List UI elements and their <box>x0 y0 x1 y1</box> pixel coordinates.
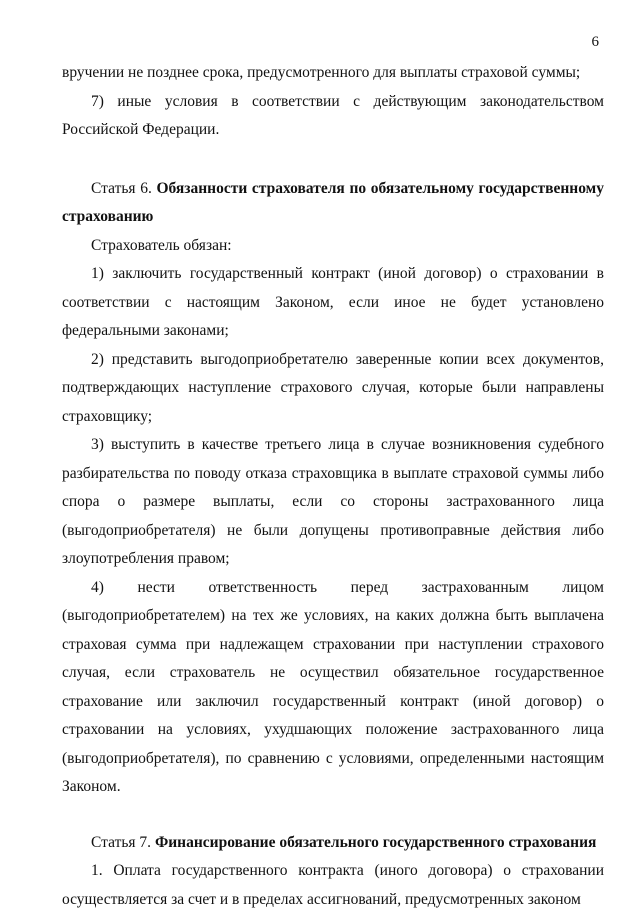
article-7-prefix: Статья 7. <box>91 833 152 851</box>
article-6-intro: Страхователь обязан: <box>91 236 232 254</box>
article-7-item-1: 1. Оплата государственного контракта (иного договора) о страховании осуществляется за счет и в пределах ассигнований, предусмотренных законом <box>62 862 604 908</box>
article-7-heading <box>62 829 604 858</box>
document-content <box>62 59 604 914</box>
article-6-item-3: 3) выступить в качестве третьего лица в случае возникновения судебного разбирательства по поводу отказа страховщика в выплате страховой суммы либо спора о размере выплаты, если со стороны застрахованного лица (выгодоприобретателя) не были допущены противоправные действия либо злоупотребления правом; <box>62 436 604 567</box>
item-7-paragraph: 7) иные условия в соответствии с действующим законодательством Российской Федерации. <box>62 92 604 138</box>
article-6-item-4: 4) нести ответственность перед застрахованным лицом (выгодоприобретателем) на тех же условиях, на каких должна быть выплачена страховая сумма при надлежащем страховании при наступлении страхового случая, если страхователь не осуществил обязательное государственное страхование или заключил государственный контракт (иной договор) о страховании на условиях, ухудшающих положение застрахованного лица (выгодоприобретателя), по сравнению с условиями, определенными настоящим Законом. <box>62 578 604 795</box>
article-6-prefix: Статья 6. <box>91 179 152 197</box>
article-6-title: Обязанности страхователя по обязательному государственному страхованию <box>62 179 604 225</box>
continuation-paragraph: вручении не позднее срока, предусмотренного для выплаты страховой суммы; <box>62 64 581 81</box>
article-6-heading <box>62 175 604 232</box>
page-number: 6 <box>591 34 599 50</box>
article-6-item-2: 2) представить выгодоприобретателю заверенные копии всех документов, подтверждающих наступление страхового случая, которые были направлены страховщику; <box>62 350 604 425</box>
article-7-title: Финансирование обязательного государственного страхования <box>154 833 597 851</box>
article-6-item-1: 1) заключить государственный контракт (иной договор) о страховании в соответствии с настоящим Законом, если иное не будет установлено федеральными законами; <box>62 265 604 339</box>
